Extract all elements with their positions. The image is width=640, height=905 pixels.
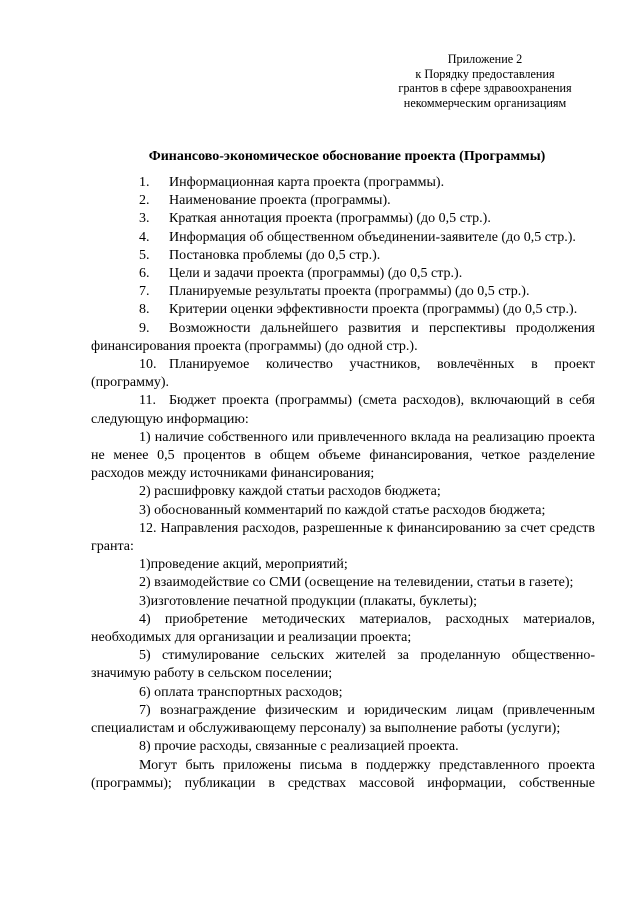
appendix-header: [370, 52, 600, 110]
expense-item: 2) взаимодействие со СМИ (освещение на телевидении, статьи в газете);: [139, 575, 574, 591]
budget-item: 2) расшифровку каждой статьи расходов бюджета;: [139, 484, 441, 500]
document-title: Финансово-экономическое обоснование проекта (Программы): [148, 149, 546, 164]
appendix-line: грантов в сфере здравоохранения: [398, 81, 572, 96]
list-item: 4. Информация об общественном объединении-заявителе (до 0,5 стр.).: [139, 229, 576, 245]
list-item: 8. Критерии оценки эффективности проекта (программы) (до 0,5 стр.).: [139, 302, 578, 318]
list-item: 10. Планируемое количество участников, вовлечённых в проект (программу).: [91, 357, 595, 391]
list-item: 1. Информационная карта проекта (программы).: [139, 175, 445, 190]
list-item: 3. Краткая аннотация проекта (программы) (до 0,5 стр.).: [139, 211, 491, 227]
list-item: 7. Планируемые результаты проекта (программы) (до 0,5 стр.).: [139, 284, 530, 300]
list-item: 2. Наименование проекта (программы).: [139, 193, 391, 209]
budget-item: 3) обоснованный комментарий по каждой статье расходов бюджета;: [139, 502, 546, 518]
expense-item: 6) оплата транспортных расходов;: [139, 684, 343, 700]
list-item: 11. Бюджет проекта (программы) (смета расходов), включающий в себя следующую информацию:: [91, 393, 595, 427]
expense-item: 7) вознаграждение физическим и юридическим лицам (привлеченным специалистам и обслуживающему персоналу) за выполнение работы (услуги);: [91, 702, 595, 737]
list-item: 5. Постановка проблемы (до 0,5 стр.).: [139, 247, 381, 263]
section-12-heading: 12. Направления расходов, разрешенные к финансированию за счет средств гранта:: [91, 520, 595, 555]
closing-paragraph: Могут быть приложены письма в поддержку представленного проекта (программы); публикации в средствах массовой информации, собственные: [91, 757, 595, 791]
appendix-line: некоммерческим организациям: [403, 95, 567, 110]
appendix-line: Приложение 2: [447, 52, 523, 66]
document-body: [91, 174, 595, 793]
list-item: 9. Возможности дальнейшего развития и перспективы продолжения финансирования проекта (программы) (до одной стр.).: [91, 320, 595, 354]
expense-item: 1)проведение акций, мероприятий;: [139, 557, 348, 573]
list-item: 6. Цели и задачи проекта (программы) (до 0,5 стр.).: [139, 266, 463, 282]
expense-item: 8) прочие расходы, связанные с реализацией проекта.: [139, 739, 459, 755]
expense-item: 4) приобретение методических материалов, расходных материалов, необходимых для организации и реализации проекта;: [91, 611, 595, 646]
expense-item: 3)изготовление печатной продукции (плакаты, буклеты);: [139, 593, 477, 609]
expense-item: 5) стимулирование сельских жителей за проделанную общественно-значимую работу в сельском поселении;: [91, 648, 595, 682]
budget-item: 1) наличие собственного или привлеченного вклада на реализацию проекта не менее 0,5 процентов в общем объеме финансирования, четкое разделение расходов между источниками финансирования;: [91, 429, 595, 482]
appendix-line: к Порядку предоставления: [415, 66, 555, 81]
